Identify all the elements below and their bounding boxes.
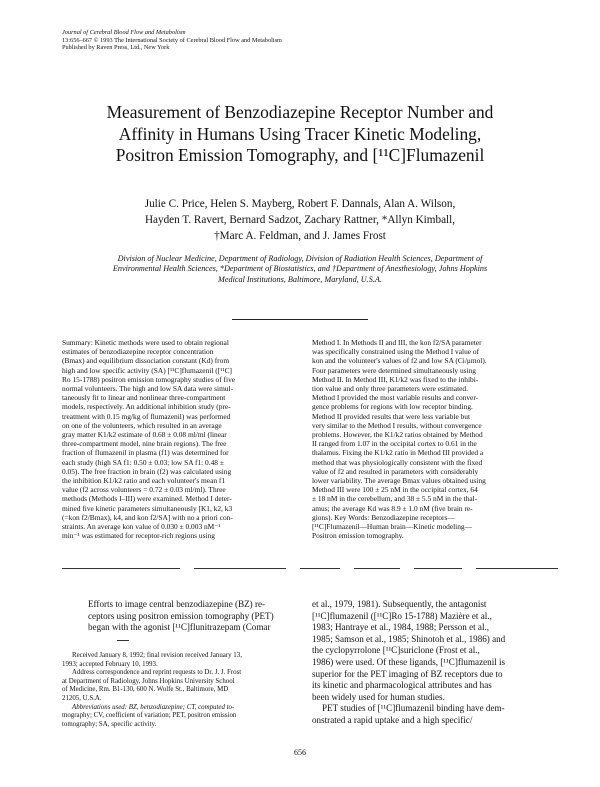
author-line: †Marc A. Feldman, and J. James Frost — [214, 230, 386, 242]
body-line: superior for the PET imaging of BZ receptors due to — [312, 668, 503, 679]
abstract-line: fraction of flumazenil in plasma (f1) was determined for — [62, 448, 229, 458]
journal-name: Journal of Cerebral Blood Flow and Metabolism — [62, 29, 186, 36]
abstract-line: value (f2 across volunteers = 0.72 ± 0.03 ml/ml). Three — [62, 485, 226, 495]
footnotes — [62, 652, 242, 729]
abstract-line: estimates of benzodiazepine receptor concentration — [62, 347, 214, 357]
title-line: Positron Emission Tomography, and [¹¹C]Flumazenil — [115, 145, 485, 165]
body-line: 1986) were used. Of these ligands, [¹¹C]flumazenil is — [312, 656, 506, 667]
abstract-line: taneously fit to linear and nonlinear three-compartment — [62, 393, 226, 403]
body-line: [¹¹C]flumazenil ([¹¹C]Ro 15-1788) Mazière et al., — [312, 610, 492, 621]
abstract-line: Method I provided the most variable results and conver- — [312, 393, 479, 403]
divider-segment — [476, 568, 558, 569]
abstract-line: amus; the average Kd was 8.9 ± 1.0 nM (five brain re- — [312, 503, 473, 513]
abstract-line: mined five kinetic parameters simultaneously [K1, k2, k3 — [62, 503, 233, 513]
abstract-line: ± 18 nM in the cerebellum, and 38 ± 5.5 nM in the thal- — [312, 494, 478, 504]
affiliations — [50, 254, 550, 285]
abstract-line: straints. An average kon value of 0.030 ± 0.003 nM⁻¹ — [62, 522, 221, 532]
abstract-line: each study (high SA f1: 0.50 ± 0.03; low SA f1: 0.48 ± — [62, 457, 224, 467]
abstract-line: on one of the volunteers, which resulted in an average — [62, 420, 222, 430]
abstract-line: Method I. In Methods II and III, the kon f2/SA parameter — [312, 338, 482, 347]
abstract-line: thalamus. Fixing the K1/k2 ratio in Method III provided a — [312, 448, 484, 458]
author-line: Hayden T. Ravert, Bernard Sadzot, Zachary Rattner, *Allyn Kimball, — [144, 214, 456, 226]
footnote-line: tomography; SA, specific activity. — [62, 720, 157, 728]
title-line: Affinity in Humans Using Tracer Kinetic Modeling, — [118, 123, 482, 144]
affiliation-line: Medical Institutions, Baltimore, Maryland, U.S.A. — [218, 274, 382, 284]
author-line: Julie C. Price, Helen S. Mayberg, Robert F. Dannals, Alan A. Wilson, — [144, 198, 456, 210]
body-line: 1983; Hantraye et al., 1984, 1988; Persson et al., — [312, 622, 490, 633]
body-line: began with the agonist [¹¹C]flunitrazepam (Comar — [88, 622, 271, 633]
abstract-line: methods (Methods I–III) were examined. Method I deter- — [62, 494, 232, 504]
body-line: onstrated a rapid uptake and a high specific/ — [312, 714, 473, 725]
divider-segment — [354, 568, 400, 569]
page-number: 656 — [294, 748, 306, 757]
body-left-column — [88, 599, 274, 634]
body-line: ceptors using positron emission tomography (PET) — [88, 610, 274, 621]
abstract-line: (=kon f2/Bmax), k4, and kon f2/SA] with no a priori con- — [62, 512, 233, 522]
divider-segment — [194, 568, 286, 569]
abstract-line: 0.05). The free fraction in brain (f2) was calculated using — [62, 466, 232, 476]
footnote-line: of Medicine, Rm. B1-130, 600 N. Wolfe St., Baltimore, MD — [62, 686, 229, 694]
footnote-divider — [117, 640, 129, 641]
affiliation-line: Environmental Health Sciences, *Department of Biostatistics, and †Department of Anesthesiology, Johns Hopkins — [112, 264, 488, 274]
abstract-line: gence problems for regions with low receptor binding. — [312, 402, 473, 412]
abstract-line: Method II provided results that were less variable but — [312, 411, 471, 421]
abstract-line: [¹¹C]Flumazenil—Human brain—Kinetic modeling— — [312, 522, 473, 532]
body-line: et al., 1979, 1981). Subsequently, the antagonist — [312, 599, 487, 609]
abstract-line: Method III were 100 ± 25 nM in the occipital cortex, 64 — [312, 485, 478, 495]
journal-copyright: 13:656–667 © 1993 The International Society of Cerebral Blood Flow and Metabolism — [62, 36, 282, 44]
journal-header — [62, 29, 282, 52]
body-line: PET studies of [¹¹C]flumazenil binding have dem- — [322, 703, 505, 714]
footnote-line: Received January 8, 1992; final revision received January 13, — [72, 652, 242, 659]
footnote-line: Abbreviations used: BZ, benzodiazepine; CT, computed to- — [72, 703, 235, 711]
abstract-line: method that was physiologically consistent with the fixed — [312, 457, 483, 467]
abstract-right-column — [312, 338, 558, 540]
abstract-line: normal volunteers. The high and low SA data were simul- — [62, 384, 234, 394]
abstract-line: models, respectively. An additional inhibition study (pre- — [62, 402, 231, 412]
abstract-line: gray matter K1/k2 estimate of 0.68 ± 0.08 ml/ml (linear — [62, 430, 227, 440]
abstract-line: (Bmax) and equilibrium dissociation constant (Kd) from — [62, 356, 230, 366]
abstract-line: Positron emission tomography. — [312, 531, 404, 541]
body-line: Efforts to image central benzodiazepine (BZ) re- — [88, 599, 266, 609]
abstract-divider — [62, 568, 558, 570]
abstract-line: high and low specific activity (SA) [¹¹C]flumazenil ([¹¹C] — [62, 365, 232, 375]
abstract-line: min⁻¹ was estimated for receptor-rich regions using — [62, 531, 215, 541]
body-line: been widely used for human studies. — [312, 691, 445, 702]
body-line: its kinetic and pharmacological attributes and has — [312, 680, 492, 691]
body-line: 1985; Samson et al., 1985; Shinotoh et al., 1986) and — [312, 633, 506, 644]
abstract-line: lower variability. The average Bmax values obtained using — [312, 476, 486, 486]
abstract-line: gions). Key Words: Benzodiazepine receptors— — [312, 512, 455, 522]
abstract-line: treatment with 0.15 mg/kg of flumazenil) was performed — [62, 411, 231, 421]
abstract-line: was specifically constrained using the Method I value of — [312, 347, 480, 357]
abstract-line: value of f2 and resulted in parameters with considerably — [312, 466, 479, 476]
body-right-column — [312, 599, 505, 727]
footnote-line: 1993; accepted February 10, 1993. — [62, 660, 158, 668]
abstract-line: kon and the volunteer's values of f2 and low SA (Ci/μmol). — [312, 356, 487, 366]
abstract-line: Four parameters were determined simultaneously using — [312, 365, 476, 375]
affiliation-line: Division of Nuclear Medicine, Department of Radiology, Division of Radiation Health Sciences, Department of — [117, 254, 483, 263]
divider-segment — [414, 568, 462, 569]
divider-segment — [300, 568, 340, 569]
abstract-line: problems. However, the K1/k2 ratios obtained by Method — [312, 430, 483, 440]
title-line: Measurement of Benzodiazepine Receptor Number and — [106, 102, 494, 122]
abstract-left-column — [62, 338, 308, 540]
author-list — [40, 196, 560, 244]
footnote-line: mography; CV, coefficient of variation; PET, positron emission — [62, 712, 237, 720]
abstract-line: very similar to the Method I results, without convergence — [312, 420, 482, 430]
abstract-line: Method II. In Method III, K1/k2 was fixed to the inhibi- — [312, 374, 479, 384]
abstract-line: the inhibition K1/k2 ratio and each volunteer's mean f1 — [62, 476, 226, 486]
abstract-line: three-compartment model, nine brain regions). The free — [62, 439, 227, 449]
journal-publisher: Published by Raven Press, Ltd., New York — [62, 44, 170, 52]
abstract-line: Summary: Kinetic methods were used to obtain regional — [62, 338, 229, 347]
title-divider — [232, 319, 368, 320]
abstract-line: Ro 15-1788) positron emission tomography studies of five — [62, 374, 236, 384]
footnote-line: 21205, U.S.A. — [62, 694, 102, 702]
article-title — [40, 102, 560, 167]
divider-segment — [62, 568, 180, 569]
abstract-line: II ranged from 1.07 in the occipital cortex to 0.61 in the — [312, 439, 477, 449]
abstract-line: tion value and only three parameters were estimated. — [312, 384, 468, 394]
footnote-line: at Department of Radiology, Johns Hopkins University School — [62, 677, 235, 685]
footnote-line: Address correspondence and reprint requests to Dr. J. J. Frost — [72, 669, 242, 677]
body-line: the cyclopyrrolone [¹¹C]suriclone (Frost et al., — [312, 645, 480, 656]
